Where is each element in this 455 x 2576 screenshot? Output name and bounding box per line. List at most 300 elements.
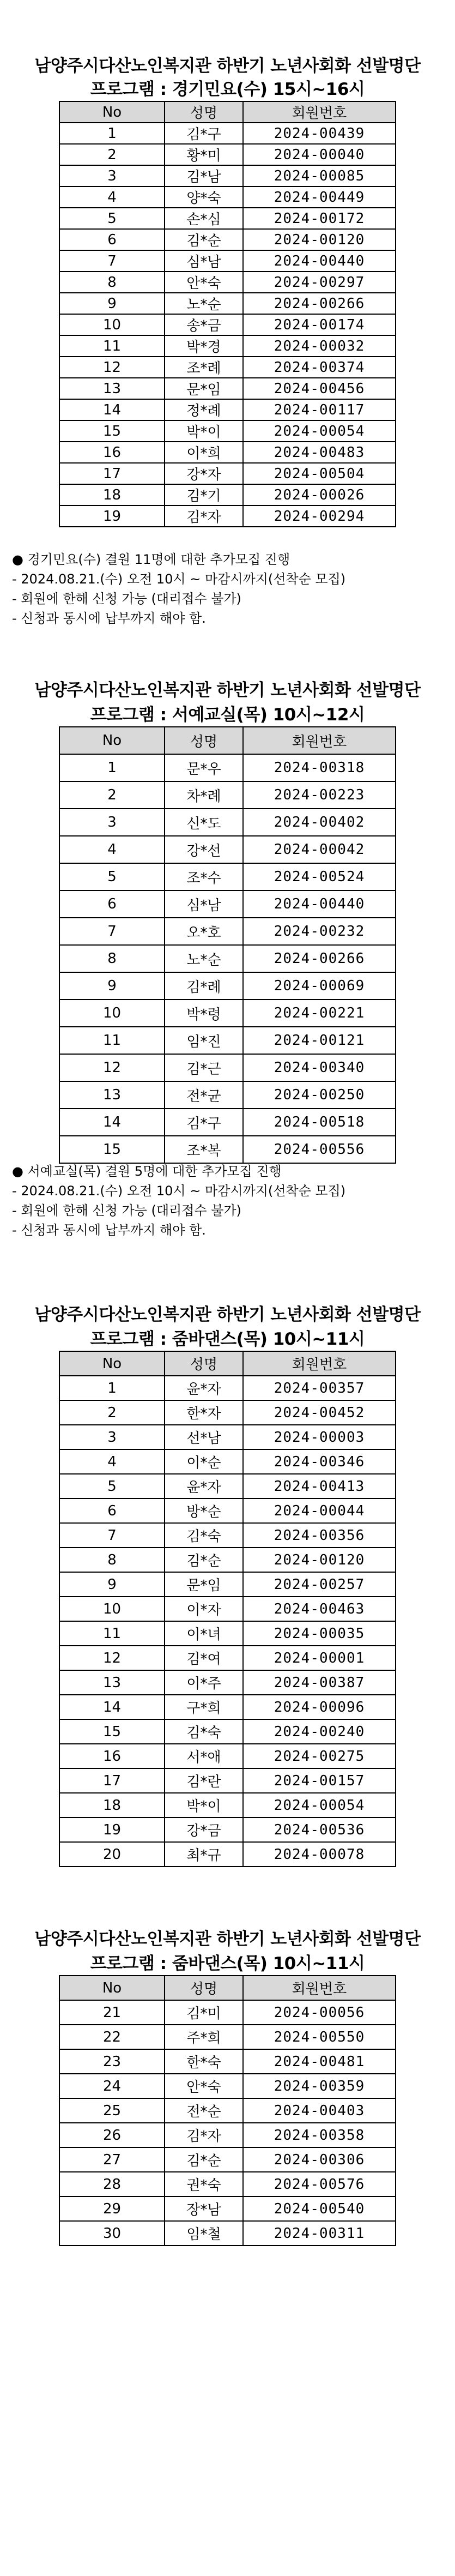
member-id: 2024-00250: [243, 1081, 396, 1109]
member-id: 2024-00340: [243, 1054, 396, 1081]
table-row: [59, 1548, 396, 1572]
notes-bullet-text: 서예교실(목) 결원 5명에 대한 추가모집 진행: [27, 1164, 282, 1179]
member-name: 방*순: [165, 1498, 243, 1523]
member-name: 조*수: [165, 863, 243, 890]
bullet-icon: ●: [12, 1164, 23, 1179]
header-name: 성명: [165, 101, 243, 123]
table-row: [59, 1400, 396, 1425]
member-id: 2024-00078: [243, 1842, 396, 1867]
member-id: 2024-00440: [243, 250, 396, 272]
row-number: 1: [59, 1376, 165, 1400]
row-number: 15: [59, 1136, 165, 1163]
header-member-id: 회원번호: [243, 1976, 396, 2000]
header-name: 성명: [165, 727, 243, 754]
member-id: 2024-00413: [243, 1474, 396, 1498]
row-number: 6: [59, 890, 165, 918]
member-id: 2024-00003: [243, 1425, 396, 1449]
table-row: [59, 1817, 396, 1842]
member-id: 2024-00121: [243, 1027, 396, 1054]
member-name: 김*순: [165, 1548, 243, 1572]
table-row: [59, 1621, 396, 1646]
member-id: 2024-00518: [243, 1109, 396, 1136]
section-gyeonggi-minyo: [0, 0, 455, 626]
member-name: 정*례: [165, 399, 243, 420]
row-number: 13: [59, 1081, 165, 1109]
table-row: [59, 335, 396, 357]
member-name: 양*숙: [165, 186, 243, 208]
notes-line: - 2024.08.21.(수) 오전 10시 ~ 마감시까지(선착순 모집): [12, 571, 346, 587]
member-id: 2024-00540: [243, 2196, 396, 2221]
row-number: 18: [59, 484, 165, 505]
row-number: 21: [59, 2000, 165, 2025]
member-name: 차*례: [165, 781, 243, 809]
member-id: 2024-00387: [243, 1670, 396, 1695]
member-id: 2024-00576: [243, 2172, 396, 2196]
row-number: 7: [59, 250, 165, 272]
member-name: 전*순: [165, 2098, 243, 2123]
table-row: [59, 123, 396, 144]
member-id: 2024-00223: [243, 781, 396, 809]
header-member-id: 회원번호: [243, 101, 396, 123]
row-number: 26: [59, 2123, 165, 2147]
member-name: 박*경: [165, 335, 243, 357]
member-id: 2024-00054: [243, 420, 396, 442]
member-name: 신*도: [165, 809, 243, 836]
notes-line: - 회원에 한해 신청 가능 (대리접수 불가): [12, 591, 241, 606]
member-id: 2024-00403: [243, 2098, 396, 2123]
row-number: 19: [59, 505, 165, 527]
header-member-id: 회원번호: [243, 727, 396, 754]
member-name: 주*희: [165, 2025, 243, 2049]
row-number: 11: [59, 1621, 165, 1646]
member-name: 심*남: [165, 250, 243, 272]
member-id: 2024-00096: [243, 1695, 396, 1719]
row-number: 17: [59, 1768, 165, 1793]
member-name: 이*희: [165, 442, 243, 463]
member-name: 강*금: [165, 1817, 243, 1842]
member-name: 이*자: [165, 1597, 243, 1621]
program-subtitle: 프로그램 : 줌바댄스(목) 10시~11시: [90, 1954, 365, 1973]
member-name: 권*숙: [165, 2172, 243, 2196]
member-id: 2024-00001: [243, 1646, 396, 1670]
member-id: 2024-00456: [243, 378, 396, 399]
row-number: 20: [59, 1842, 165, 1867]
table-header-row: [59, 101, 396, 123]
table-row: [59, 2196, 396, 2221]
row-number: 4: [59, 186, 165, 208]
row-number: 23: [59, 2049, 165, 2074]
table-row: [59, 1842, 396, 1867]
row-number: 9: [59, 972, 165, 1000]
table-row: [59, 945, 396, 972]
table-row: [59, 754, 396, 781]
row-number: 7: [59, 1523, 165, 1548]
table-row: [59, 314, 396, 335]
member-name: 박*령: [165, 1000, 243, 1027]
member-id: 2024-00402: [243, 809, 396, 836]
member-name: 김*자: [165, 2123, 243, 2147]
row-number: 8: [59, 1548, 165, 1572]
row-number: 10: [59, 1000, 165, 1027]
table-row: [59, 918, 396, 945]
table-row: [59, 1054, 396, 1081]
member-id: 2024-00536: [243, 1817, 396, 1842]
table-row: [59, 1498, 396, 1523]
row-number: 5: [59, 1474, 165, 1498]
row-number: 14: [59, 1109, 165, 1136]
row-number: 4: [59, 836, 165, 863]
member-id: 2024-00556: [243, 1136, 396, 1163]
member-id: 2024-00440: [243, 890, 396, 918]
member-id: 2024-00172: [243, 208, 396, 229]
member-name: 김*숙: [165, 1523, 243, 1548]
row-number: 3: [59, 165, 165, 186]
row-number: 2: [59, 781, 165, 809]
member-name: 임*철: [165, 2221, 243, 2246]
member-name: 선*남: [165, 1425, 243, 1449]
member-name: 김*구: [165, 1109, 243, 1136]
member-name: 문*임: [165, 1572, 243, 1597]
table-row: [59, 250, 396, 272]
member-name: 노*순: [165, 293, 243, 314]
member-id: 2024-00032: [243, 335, 396, 357]
table-row: [59, 809, 396, 836]
member-id: 2024-00120: [243, 229, 396, 250]
table-row: [59, 2000, 396, 2025]
member-name: 김*근: [165, 1054, 243, 1081]
document-title: 남양주시다산노인복지관 하반기 노년사회화 선발명단: [34, 1929, 421, 1949]
member-name: 이*녀: [165, 1621, 243, 1646]
member-id: 2024-00439: [243, 123, 396, 144]
table-row: [59, 2025, 396, 2049]
member-name: 손*심: [165, 208, 243, 229]
member-id: 2024-00026: [243, 484, 396, 505]
section-zumba-part1: [0, 1301, 455, 1873]
member-name: 장*남: [165, 2196, 243, 2221]
table-row: [59, 890, 396, 918]
member-id: 2024-00040: [243, 144, 396, 165]
member-name: 조*례: [165, 357, 243, 378]
member-id: 2024-00035: [243, 1621, 396, 1646]
member-name: 한*자: [165, 1400, 243, 1425]
notes-line: - 신청과 동시에 납부까지 해야 함.: [12, 1223, 206, 1238]
row-number: 5: [59, 863, 165, 890]
table-row: [59, 2123, 396, 2147]
row-number: 6: [59, 229, 165, 250]
document-title: 남양주시다산노인복지관 하반기 노년사회화 선발명단: [34, 681, 421, 700]
member-name: 김*순: [165, 2147, 243, 2172]
table-row: [59, 272, 396, 293]
member-name: 김*순: [165, 229, 243, 250]
table-row: [59, 1425, 396, 1449]
table-row: [59, 1793, 396, 1817]
member-id: 2024-00266: [243, 293, 396, 314]
notes-line: - 회원에 한해 신청 가능 (대리접수 불가): [12, 1203, 241, 1218]
row-number: 11: [59, 335, 165, 357]
row-number: 9: [59, 293, 165, 314]
recruitment-notes: [12, 1161, 448, 1240]
member-name: 윤*자: [165, 1474, 243, 1498]
section-zumba-part2: [0, 1925, 455, 2307]
roster-table: [59, 1975, 396, 2246]
member-id: 2024-00275: [243, 1744, 396, 1768]
row-number: 15: [59, 420, 165, 442]
table-row: [59, 208, 396, 229]
member-name: 박*이: [165, 1793, 243, 1817]
table-row: [59, 229, 396, 250]
roster-table: [59, 101, 396, 527]
table-row: [59, 1768, 396, 1793]
row-number: 4: [59, 1449, 165, 1474]
member-name: 김*구: [165, 123, 243, 144]
row-number: 9: [59, 1572, 165, 1597]
row-number: 1: [59, 123, 165, 144]
row-number: 3: [59, 1425, 165, 1449]
row-number: 12: [59, 1646, 165, 1670]
header-member-id: 회원번호: [243, 1351, 396, 1376]
member-id: 2024-00449: [243, 186, 396, 208]
member-name: 강*선: [165, 836, 243, 863]
member-id: 2024-00117: [243, 399, 396, 420]
row-number: 2: [59, 144, 165, 165]
row-number: 28: [59, 2172, 165, 2196]
row-number: 13: [59, 1670, 165, 1695]
table-row: [59, 293, 396, 314]
member-name: 김*여: [165, 1646, 243, 1670]
member-name: 김*미: [165, 2000, 243, 2025]
member-id: 2024-00044: [243, 1498, 396, 1523]
table-row: [59, 1000, 396, 1027]
row-number: 15: [59, 1719, 165, 1744]
table-row: [59, 420, 396, 442]
table-row: [59, 1646, 396, 1670]
table-row: [59, 972, 396, 1000]
member-name: 조*복: [165, 1136, 243, 1163]
table-row: [59, 1474, 396, 1498]
table-row: [59, 165, 396, 186]
table-row: [59, 1109, 396, 1136]
header-no: No: [59, 1976, 165, 2000]
member-name: 김*기: [165, 484, 243, 505]
table-row: [59, 1597, 396, 1621]
header-no: No: [59, 727, 165, 754]
member-id: 2024-00346: [243, 1449, 396, 1474]
row-number: 16: [59, 1744, 165, 1768]
member-id: 2024-00069: [243, 972, 396, 1000]
table-row: [59, 463, 396, 484]
member-id: 2024-00257: [243, 1572, 396, 1597]
program-subtitle: 프로그램 : 서예교실(목) 10시~12시: [90, 705, 365, 725]
recruitment-notes: [12, 550, 448, 628]
table-row: [59, 1695, 396, 1719]
member-name: 강*자: [165, 463, 243, 484]
member-name: 노*순: [165, 945, 243, 972]
program-subtitle: 프로그램 : 줌바댄스(목) 10시~11시: [90, 1329, 365, 1349]
member-id: 2024-00463: [243, 1597, 396, 1621]
row-number: 10: [59, 1597, 165, 1621]
section-calligraphy: [0, 676, 455, 1276]
table-row: [59, 1523, 396, 1548]
member-id: 2024-00221: [243, 1000, 396, 1027]
table-row: [59, 442, 396, 463]
notes-bullet-text: 경기민요(수) 결원 11명에 대한 추가모집 진행: [27, 552, 290, 567]
member-id: 2024-00120: [243, 1548, 396, 1572]
member-id: 2024-00085: [243, 165, 396, 186]
row-number: 14: [59, 399, 165, 420]
table-row: [59, 1449, 396, 1474]
member-name: 최*규: [165, 1842, 243, 1867]
row-number: 13: [59, 378, 165, 399]
member-id: 2024-00550: [243, 2025, 396, 2049]
table-row: [59, 2172, 396, 2196]
member-name: 김*숙: [165, 1719, 243, 1744]
member-name: 이*주: [165, 1670, 243, 1695]
member-name: 임*진: [165, 1027, 243, 1054]
document-title: 남양주시다산노인복지관 하반기 노년사회화 선발명단: [34, 1305, 421, 1325]
header-name: 성명: [165, 1976, 243, 2000]
table-row: [59, 836, 396, 863]
member-name: 황*미: [165, 144, 243, 165]
table-row: [59, 484, 396, 505]
member-name: 서*애: [165, 1744, 243, 1768]
table-row: [59, 1376, 396, 1400]
member-id: 2024-00318: [243, 754, 396, 781]
member-id: 2024-00232: [243, 918, 396, 945]
member-id: 2024-00240: [243, 1719, 396, 1744]
table-row: [59, 357, 396, 378]
row-number: 1: [59, 754, 165, 781]
table-row: [59, 1081, 396, 1109]
member-id: 2024-00504: [243, 463, 396, 484]
table-row: [59, 2221, 396, 2246]
member-id: 2024-00524: [243, 863, 396, 890]
row-number: 30: [59, 2221, 165, 2246]
notes-line: - 신청과 동시에 납부까지 해야 함.: [12, 611, 206, 626]
member-name: 한*숙: [165, 2049, 243, 2074]
row-number: 12: [59, 1054, 165, 1081]
row-number: 8: [59, 945, 165, 972]
member-id: 2024-00157: [243, 1768, 396, 1793]
member-id: 2024-00042: [243, 836, 396, 863]
row-number: 12: [59, 357, 165, 378]
member-name: 김*남: [165, 165, 243, 186]
member-id: 2024-00374: [243, 357, 396, 378]
table-row: [59, 1719, 396, 1744]
member-name: 안*숙: [165, 2074, 243, 2098]
row-number: 5: [59, 208, 165, 229]
header-no: No: [59, 1351, 165, 1376]
table-row: [59, 2147, 396, 2172]
table-row: [59, 1027, 396, 1054]
member-id: 2024-00054: [243, 1793, 396, 1817]
member-name: 문*우: [165, 754, 243, 781]
table-row: [59, 186, 396, 208]
table-header-row: [59, 1351, 396, 1376]
table-row: [59, 1136, 396, 1163]
member-id: 2024-00357: [243, 1376, 396, 1400]
roster-table: [59, 726, 396, 1164]
member-name: 박*이: [165, 420, 243, 442]
row-number: 14: [59, 1695, 165, 1719]
table-row: [59, 505, 396, 527]
member-name: 안*숙: [165, 272, 243, 293]
table-row: [59, 1670, 396, 1695]
row-number: 24: [59, 2074, 165, 2098]
table-row: [59, 378, 396, 399]
member-id: 2024-00358: [243, 2123, 396, 2147]
roster-table: [59, 1351, 396, 1867]
notes-line: - 2024.08.21.(수) 오전 10시 ~ 마감시까지(선착순 모집): [12, 1183, 346, 1199]
member-id: 2024-00297: [243, 272, 396, 293]
row-number: 29: [59, 2196, 165, 2221]
member-id: 2024-00481: [243, 2049, 396, 2074]
row-number: 27: [59, 2147, 165, 2172]
document-title: 남양주시다산노인복지관 하반기 노년사회화 선발명단: [34, 56, 421, 76]
table-row: [59, 1572, 396, 1597]
member-id: 2024-00483: [243, 442, 396, 463]
row-number: 6: [59, 1498, 165, 1523]
member-name: 문*임: [165, 378, 243, 399]
program-subtitle: 프로그램 : 경기민요(수) 15시~16시: [90, 80, 365, 99]
member-id: 2024-00452: [243, 1400, 396, 1425]
table-row: [59, 144, 396, 165]
table-row: [59, 863, 396, 890]
row-number: 17: [59, 463, 165, 484]
member-name: 구*희: [165, 1695, 243, 1719]
row-number: 2: [59, 1400, 165, 1425]
table-row: [59, 2049, 396, 2074]
member-name: 심*남: [165, 890, 243, 918]
table-row: [59, 2074, 396, 2098]
header-name: 성명: [165, 1351, 243, 1376]
member-name: 김*례: [165, 972, 243, 1000]
member-id: 2024-00311: [243, 2221, 396, 2246]
member-name: 김*자: [165, 505, 243, 527]
header-no: No: [59, 101, 165, 123]
member-name: 윤*자: [165, 1376, 243, 1400]
row-number: 8: [59, 272, 165, 293]
member-id: 2024-00266: [243, 945, 396, 972]
row-number: 18: [59, 1793, 165, 1817]
row-number: 3: [59, 809, 165, 836]
table-header-row: [59, 1976, 396, 2000]
row-number: 25: [59, 2098, 165, 2123]
row-number: 16: [59, 442, 165, 463]
row-number: 7: [59, 918, 165, 945]
row-number: 22: [59, 2025, 165, 2049]
member-id: 2024-00174: [243, 314, 396, 335]
row-number: 11: [59, 1027, 165, 1054]
member-id: 2024-00294: [243, 505, 396, 527]
member-name: 송*금: [165, 314, 243, 335]
member-id: 2024-00306: [243, 2147, 396, 2172]
member-id: 2024-00356: [243, 1523, 396, 1548]
row-number: 10: [59, 314, 165, 335]
member-name: 오*호: [165, 918, 243, 945]
member-id: 2024-00056: [243, 2000, 396, 2025]
table-row: [59, 2098, 396, 2123]
member-name: 전*균: [165, 1081, 243, 1109]
table-row: [59, 781, 396, 809]
table-row: [59, 399, 396, 420]
bullet-icon: ●: [12, 552, 23, 567]
member-name: 김*란: [165, 1768, 243, 1793]
table-header-row: [59, 727, 396, 754]
member-id: 2024-00359: [243, 2074, 396, 2098]
member-name: 이*순: [165, 1449, 243, 1474]
table-row: [59, 1744, 396, 1768]
row-number: 19: [59, 1817, 165, 1842]
